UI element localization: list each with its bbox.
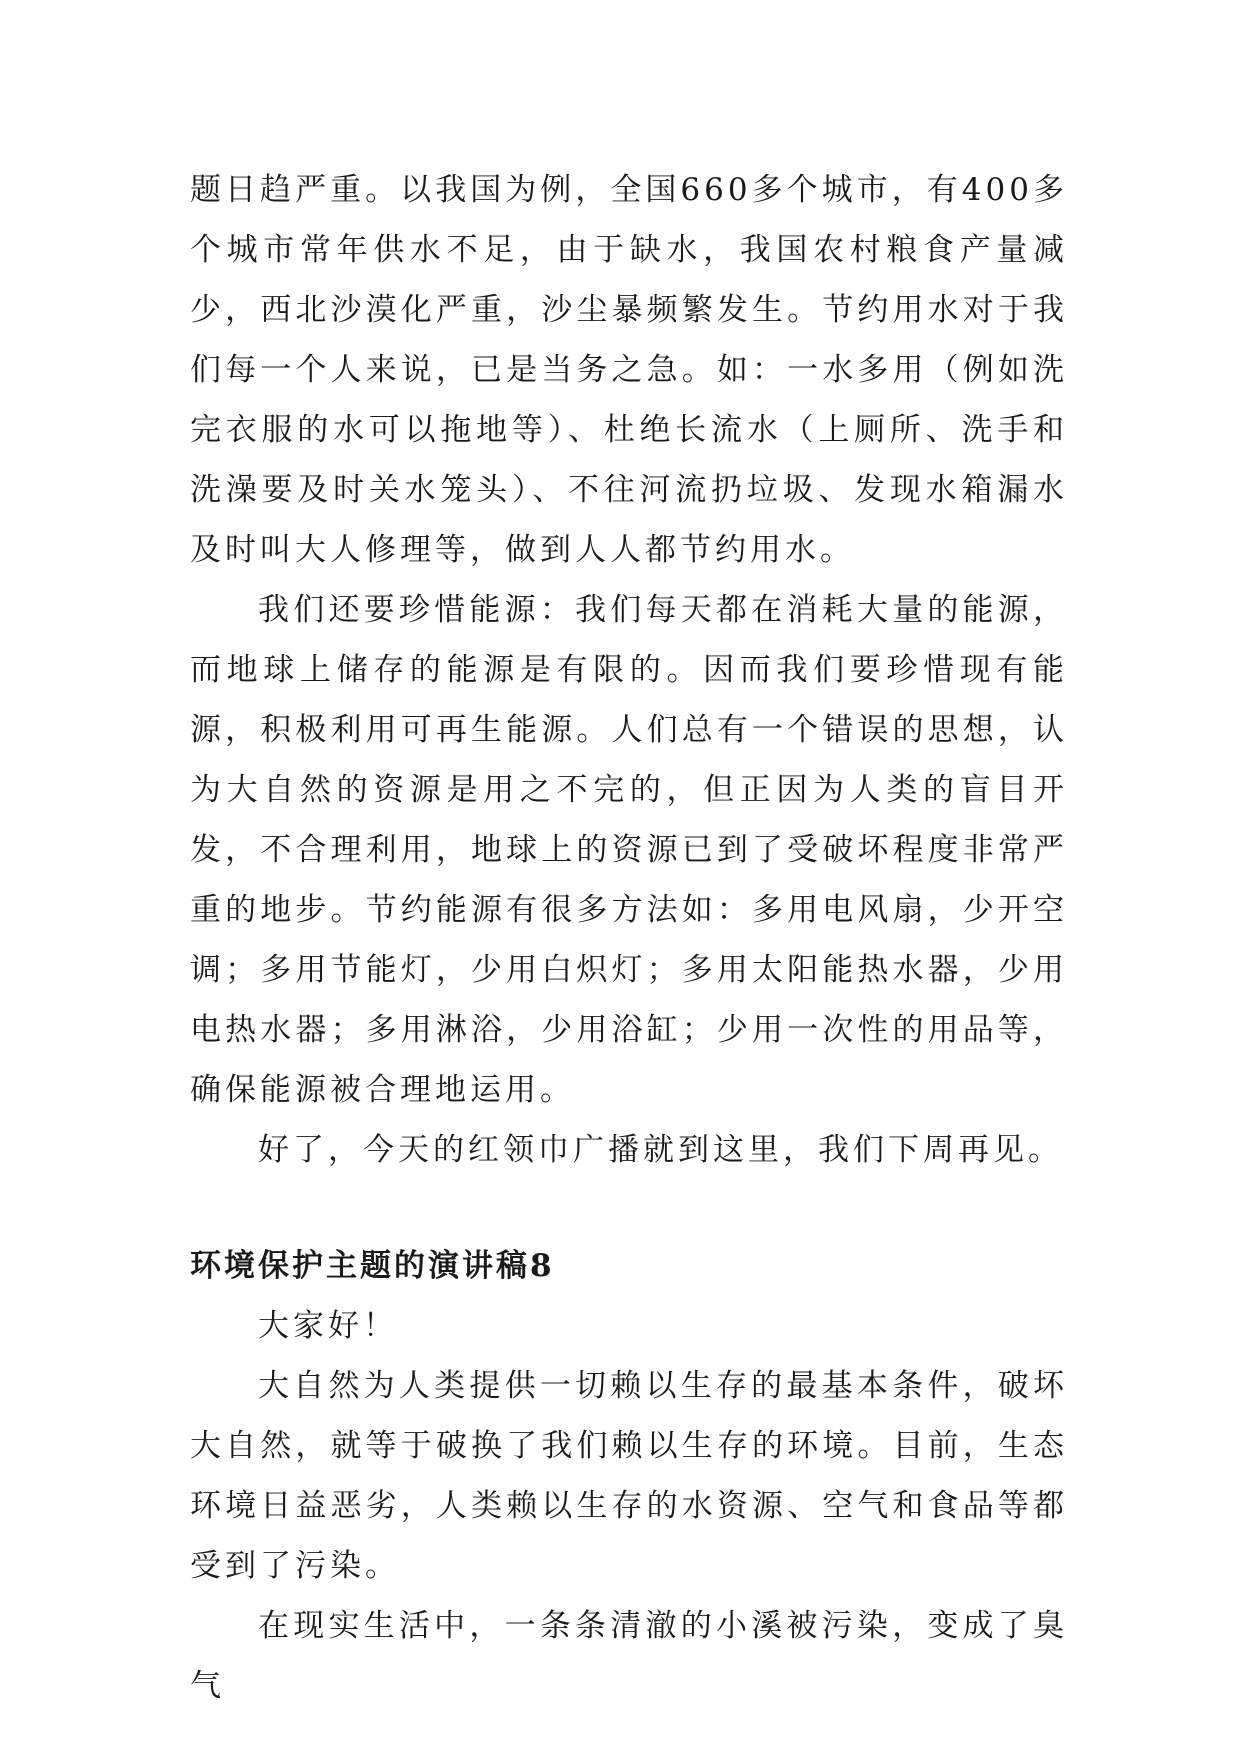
document-page [190,160,1068,1716]
paragraph-reality: 在现实生活中，一条条清澈的小溪被污染，变成了臭气 [190,1608,1068,1704]
paragraph-closing: 好了，今天的红领巾广播就到这里，我们下周再见。 [258,1132,1063,1168]
paragraph-water-saving: 题日趋严重。以我国为例，全国660多个城市，有400多个城市常年供水不足，由于缺水，我国农村粮食产量减少，西北沙漠化严重，沙尘暴频繁发生。节约用水对于我们每一个人来说，已是当务之急。如：一水多用（例如洗完衣服的水可以拖地等）、杜绝长流水（上厕所、洗手和洗澡要及时关水笼头）、不往河流扔垃圾、发现水箱漏水及时叫大人修理等，做到人人都节约用水。 [190,172,1068,568]
paragraph-nature: 大自然为人类提供一切赖以生存的最基本条件，破坏大自然，就等于破换了我们赖以生存的环境。目前，生态环境日益恶劣，人类赖以生存的水资源、空气和食品等都受到了污染。 [190,1368,1068,1584]
section-title: 环境保护主题的演讲稿8 [190,1248,555,1284]
paragraph-energy-saving: 我们还要珍惜能源：我们每天都在消耗大量的能源，而地球上储存的能源是有限的。因而我们要珍惜现有能源，积极利用可再生能源。人们总有一个错误的思想，认为大自然的资源是用之不完的，但正因为人类的盲目开发，不合理利用，地球上的资源已到了受破坏程度非常严重的地步。节约能源有很多方法如：多用电风扇，少开空调；多用节能灯，少用白炽灯；多用太阳能热水器，少用电热水器；多用淋浴，少用浴缸；少用一次性的用品等，确保能源被合理地运用。 [190,592,1068,1108]
paragraph-greeting: 大家好！ [258,1308,398,1344]
